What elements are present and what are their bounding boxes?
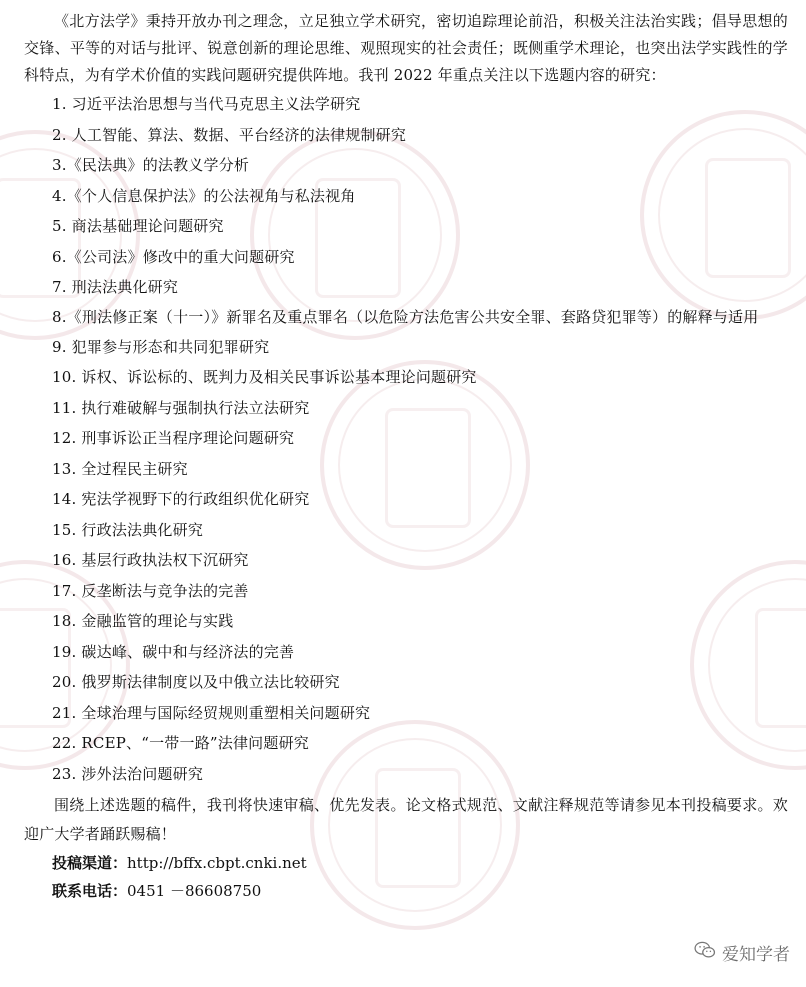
topic-item: 21. 全球治理与国际经贸规则重塑相关问题研究 (52, 703, 371, 722)
intro-paragraph: 《北方法学》秉持开放办刊之理念，立足独立学术研究，密切追踪理论前沿，积极关注法治实践；倡导思想的交锋、平等的对话与批评、锐意创新的理论思维、观照现实的社会责任；既侧重学术理论，也突出法学实践性的学科特点，为有学术价值的实践问题研究提供阵地。我刊 2022 年重点关注以下选题内容的研究： (24, 12, 788, 84)
topic-item: 1. 习近平法治思想与当代马克思主义法学研究 (52, 95, 361, 113)
topic-item: 16. 基层行政执法权下沉研究 (52, 551, 249, 569)
wechat-icon (694, 941, 716, 964)
topic-item: 18. 金融监管的理论与实践 (52, 612, 234, 630)
topic-item: 8.《刑法修正案（十一）》新罪名及重点罪名（以危险方法危害公共安全罪、套路贷犯罪等）的解释与适用 (52, 307, 759, 326)
topic-item: 22. RCEP、“一带一路”法律问题研究 (52, 734, 309, 752)
submission-label: 投稿渠道： (52, 854, 128, 872)
phone-number: 0451 －86608750 (127, 882, 262, 900)
topic-list (24, 89, 788, 789)
topic-item: 13. 全过程民主研究 (52, 459, 188, 478)
topic-item: 17. 反垄断法与竞争法的完善 (52, 581, 249, 600)
topic-item: 6.《公司法》修改中的重大问题研究 (52, 247, 295, 266)
topic-item: 14. 宪法学视野下的行政组织优化研究 (52, 490, 310, 508)
topic-item: 19. 碳达峰、碳中和与经济法的完善 (52, 642, 295, 661)
topic-item: 4.《个人信息保护法》的公法视角与私法视角 (52, 186, 356, 205)
topic-item: 2. 人工智能、算法、数据、平台经济的法律规制研究 (52, 125, 407, 144)
submission-url[interactable]: http://bffx.cbpt.cnki.net (127, 854, 307, 872)
topic-item: 7. 刑法法典化研究 (52, 278, 179, 296)
topic-item: 11. 执行难破解与强制执行法立法研究 (52, 398, 310, 417)
topic-item: 5. 商法基础理论问题研究 (52, 217, 224, 235)
submission-row (24, 849, 788, 877)
topic-item: 12. 刑事诉讼正当程序理论问题研究 (52, 429, 295, 447)
topic-item: 15. 行政法法典化研究 (52, 520, 204, 539)
topic-item: 9. 犯罪参与形态和共同犯罪研究 (52, 337, 270, 356)
topic-item: 3.《民法典》的法教义学分析 (52, 156, 250, 174)
closing-paragraph: 围绕上述选题的稿件，我刊将快速审稿、优先发表。论文格式规范、文献注释规范等请参见本刊投稿要求。欢迎广大学者踊跃赐稿！ (24, 796, 788, 843)
topic-item: 10. 诉权、诉讼标的、既判力及相关民事诉讼基本理论问题研究 (52, 368, 477, 386)
phone-row (24, 877, 788, 905)
topic-item: 20. 俄罗斯法律制度以及中俄立法比较研究 (52, 673, 340, 691)
phone-label: 联系电话： (52, 882, 128, 900)
brand-watermark (694, 940, 790, 965)
brand-name: 爱知学者 (722, 945, 790, 965)
topic-item: 23. 涉外法治问题研究 (52, 764, 204, 783)
